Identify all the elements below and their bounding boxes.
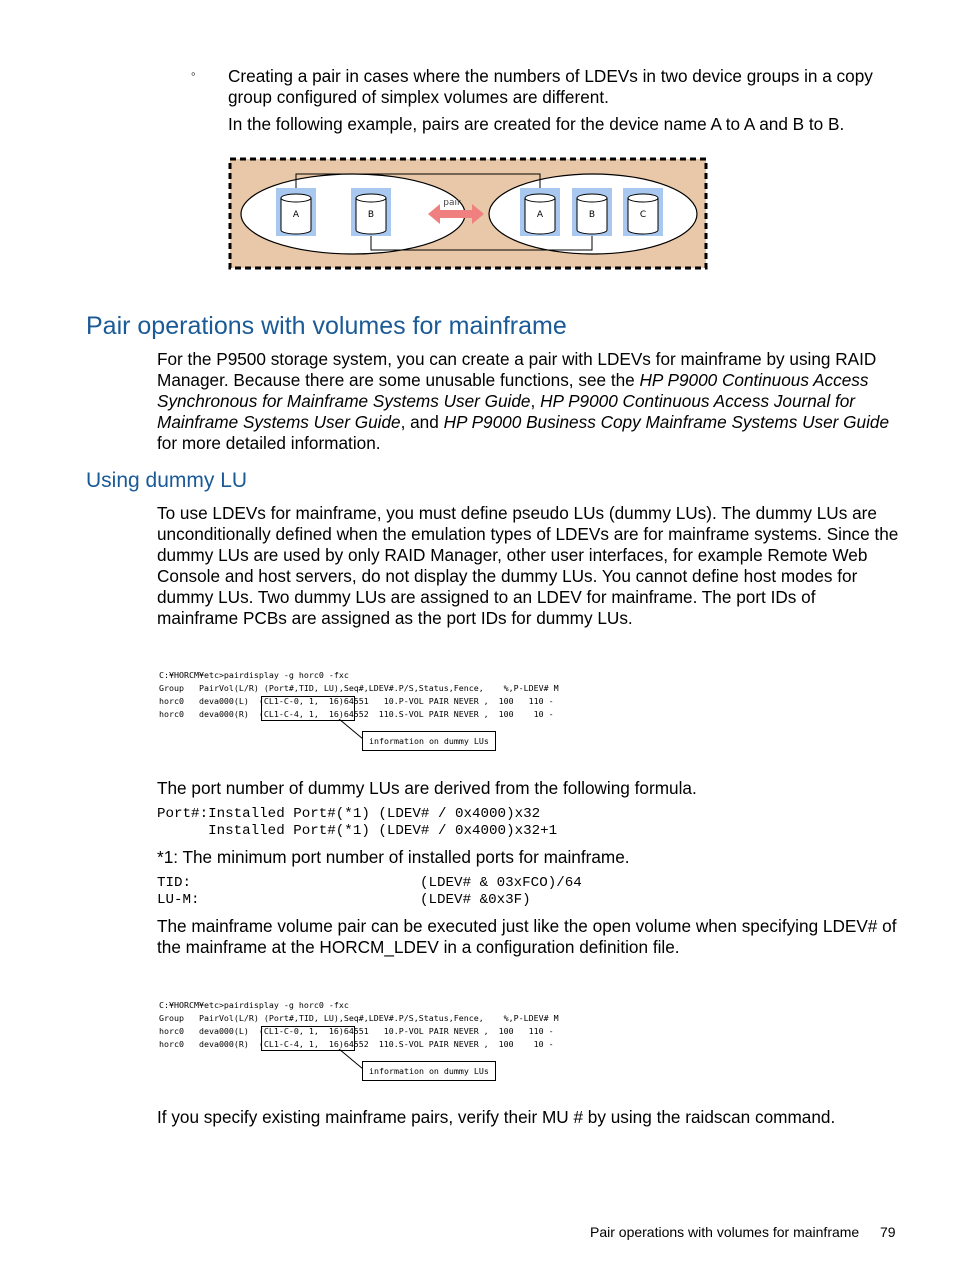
subsection-body: To use LDEVs for mainframe, you must define pseudo LUs (dummy LUs). The dummy LUs are unconditionally defined when the emulation types of LDEVs are for mainframe systems. Since the dummy LUs are used by only RAID Manager, other user interfaces, for example Remote Web Console and host servers, do not display the dummy LUs. You cannot define host modes for dummy LUs. Two dummy LUs are assigned to an LDEV for mainframe. The port IDs of mainframe PCBs are assigned as the port IDs for dummy LUs. [157,503,899,628]
terminal-row: horc0 deva000(L) (CL1-C-0, 1, 16)64551 10.P-VOL PAIR NEVER , 100 110 - [159,1026,554,1036]
doc-reference: HP P9000 Continuous Access Journal for Mainframe Systems User Guide [157,391,856,432]
terminal-output [159,669,599,761]
callout-label: information on dummy LUs [362,731,496,751]
final-note: If you specify existing mainframe pairs, verify their MU # by using the raidscan command. [157,1107,836,1127]
disk-icon [351,188,391,236]
pair-diagram [228,157,710,272]
page-number: 79 [880,1224,896,1240]
disk-label: A [292,210,300,220]
terminal-output [159,999,599,1091]
disk-icon [276,188,316,236]
intro-separator: , [530,391,541,411]
intro-text: For the P9500 storage system, you can create a pair with LDEVs for mainframe by using RAID Manager. Because there are some unusable functions, see the [157,349,877,390]
formula-intro: The port number of dummy LUs are derived from the following formula. [157,778,697,798]
section-intro [157,349,892,454]
doc-reference: HP P9000 Continuous Access Synchronous for Mainframe Systems User Guide [157,370,869,411]
disk-label: C [639,210,647,220]
terminal-command: C:¥HORCM¥etc>pairdisplay -g horc0 -fxc [159,1000,349,1010]
lum-label: LU-M: [157,892,200,908]
tid-value: (LDEV# & 03xFCO)/64 [420,875,582,891]
terminal-header: Group PairVol(L/R) (Port#,TID, LU),Seq#,LDEV#.P/S,Status,Fence, %,P-LDEV# M [159,1013,559,1023]
terminal-row: horc0 deva000(R) (CL1-C-4, 1, 16)64552 110.S-VOL PAIR NEVER , 100 10 - [159,709,554,719]
disk-icon [520,188,560,236]
disk-label: B [367,210,375,220]
highlight-box [261,1026,355,1051]
terminal-row: horc0 deva000(R) (CL1-C-4, 1, 16)64552 110.S-VOL PAIR NEVER , 100 10 - [159,1039,554,1049]
intro-text: for more detailed information. [157,433,381,453]
example-text: In the following example, pairs are created for the device name A to A and B to B. [228,114,845,134]
disk-icon [572,188,612,236]
lum-value: (LDEV# &0x3F) [420,892,531,908]
terminal-row: horc0 deva000(L) (CL1-C-0, 1, 16)64551 10.P-VOL PAIR NEVER , 100 110 - [159,696,554,706]
terminal-header: Group PairVol(L/R) (Port#,TID, LU),Seq#,LDEV#.P/S,Status,Fence, %,P-LDEV# M [159,683,559,693]
highlight-box [261,696,355,721]
disk-label: A [536,210,544,220]
pair-label: pair [443,198,461,208]
footnote: *1: The minimum port number of installed ports for mainframe. [157,847,630,867]
formula-line: Port#:Installed Port#(*1) (LDEV# / 0x4000)x32 [157,806,541,822]
disk-icon [623,188,663,236]
subsection-title: Using dummy LU [86,469,248,492]
section-title: Pair operations with volumes for mainframe [86,312,567,340]
doc-reference: HP P9000 Business Copy Mainframe Systems User Guide [443,412,890,432]
callout-label: information on dummy LUs [362,1061,496,1081]
footer-title: Pair operations with volumes for mainframe [590,1224,860,1240]
mainframe-note: The mainframe volume pair can be executed just like the open volume when specifying LDEV# of the mainframe at the HORCM_LDEV in a configuration definition file. [157,916,897,957]
intro-separator: , and [400,412,444,432]
bullet-marker: ◦ [191,66,196,81]
tid-label: TID: [157,875,192,891]
formula-line: Installed Port#(*1) (LDEV# / 0x4000)x32+1 [157,823,558,839]
disk-label: B [588,210,596,220]
bullet-text: Creating a pair in cases where the numbers of LDEVs in two device groups in a copy group configured of simplex volumes are different. [228,66,873,107]
terminal-command: C:¥HORCM¥etc>pairdisplay -g horc0 -fxc [159,670,349,680]
